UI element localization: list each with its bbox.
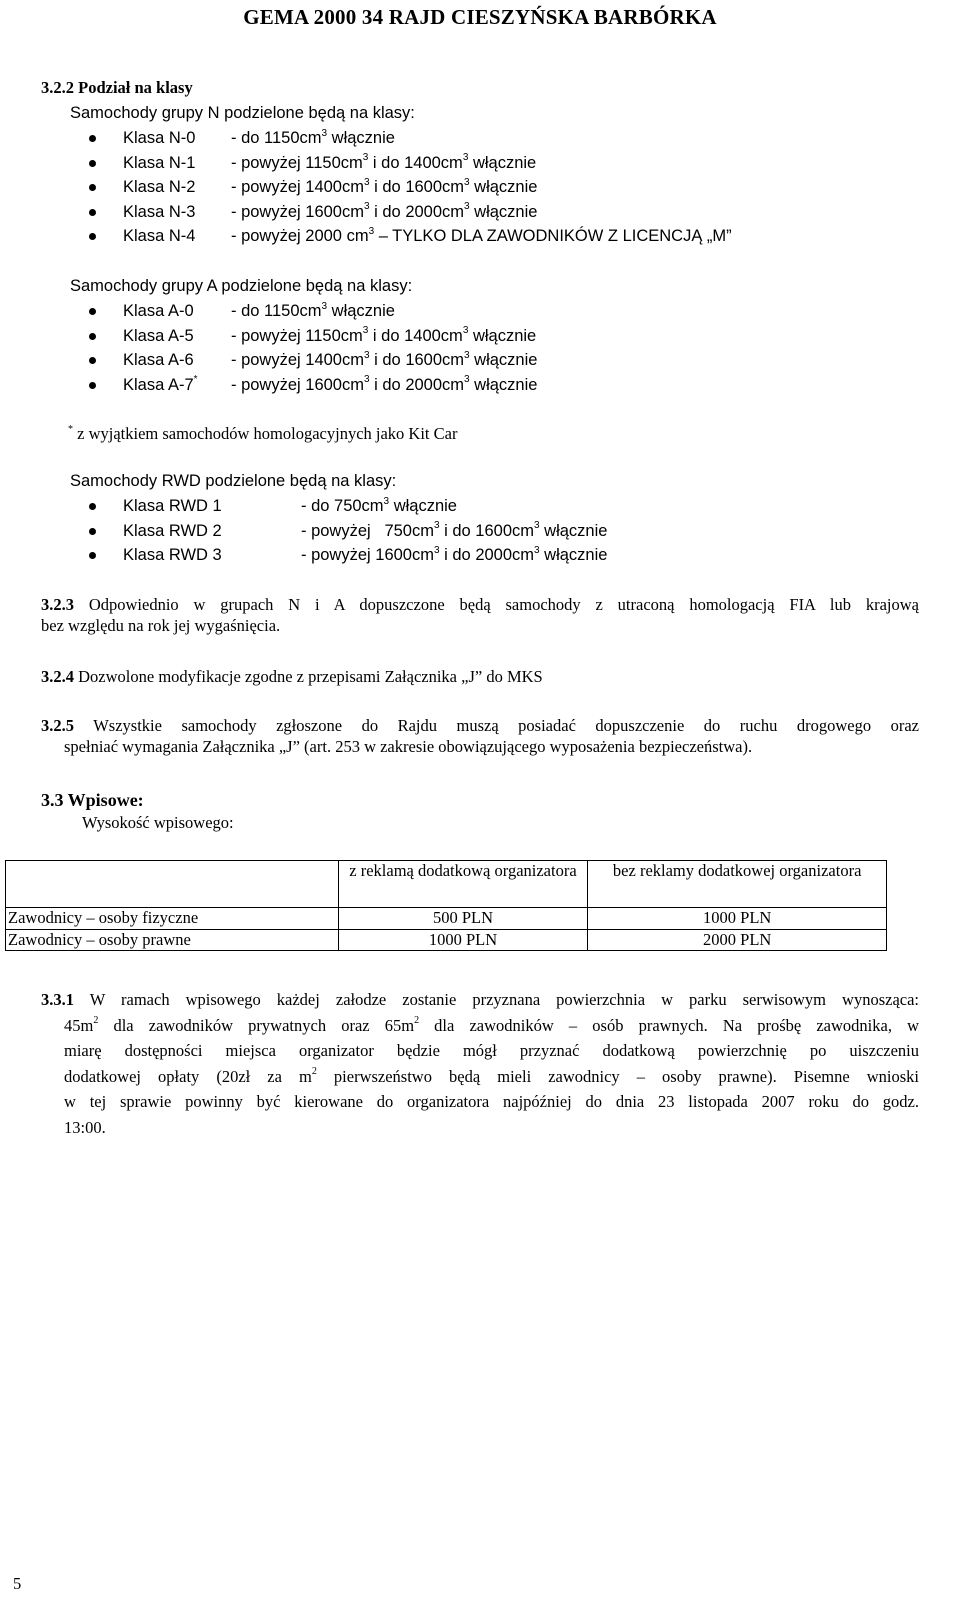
class-range: - do $1150cm^3$ włącznie [231, 300, 395, 320]
group-rwd-intro: Samochody RWD podzielone będą na klasy: [70, 472, 397, 490]
class-range: - powyżej $750cm^3$ i do $1600cm^3$ włącznie [301, 520, 608, 540]
group-a-intro: Samochody grupy A podzielone będą na klasy: [70, 277, 413, 295]
section-3-2-3: 3.2.3 Odpowiednio w grupach N i A dopuszczone będą samochody z utraconą homologacją FIA lub krajową bez względu na rok jej wygaśnięcia. [41, 595, 919, 635]
bullet-icon [89, 333, 96, 340]
section-number: 3.2.5 [41, 716, 74, 735]
section-number: 3.3.1 [41, 990, 74, 1009]
bullet-icon [89, 184, 96, 191]
bullet-icon [89, 135, 96, 142]
table-cell: 1000 PLN [588, 908, 887, 930]
table-cell [6, 861, 339, 908]
class-range: - powyżej $1400cm^3$ i do $1600cm^3$ włącznie [231, 176, 538, 196]
bullet-icon [89, 528, 96, 535]
bullet-icon [89, 209, 96, 216]
class-range: - powyżej $1400cm^3$ i do $1600cm^3$ włącznie [231, 349, 538, 369]
class-range: - powyżej $1150cm^3$ i do $1400cm^3$ włącznie [231, 152, 537, 172]
class-name: Klasa A-7* [123, 374, 198, 394]
table-row [6, 908, 887, 930]
class-name: Klasa N-3 [123, 202, 196, 221]
table-cell: 2000 PLN [588, 929, 887, 951]
class-range: - powyżej $1600cm^3$ i do $2000cm^3$ włącznie [231, 374, 538, 394]
class-range: - powyżej 2000 $cm^3$ – TYLKO DLA ZAWODNIKÓW Z LICENCJĄ „M” [231, 225, 732, 245]
bullet-icon [89, 308, 96, 315]
section-3-2-4: 3.2.4 Dozwolone modyfikacje zgodne z przepisami Załącznika „J” do MKS [41, 667, 543, 686]
table-cell: 1000 PLN [338, 929, 588, 951]
class-range: - powyżej $1150cm^3$ i do $1400cm^3$ włącznie [231, 325, 537, 345]
class-name: Klasa N-2 [123, 178, 196, 196]
class-range: - powyżej $1600cm^3$ i do $2000cm^3$ włącznie [231, 201, 538, 221]
class-name: Klasa N-1 [123, 153, 196, 172]
class-range: - do $750cm^3$ włącznie [301, 495, 457, 515]
class-name: Klasa A-6 [123, 351, 194, 369]
group-n-intro: Samochody grupy N podzielone będą na klasy: [70, 104, 415, 122]
table-cell: 500 PLN [338, 908, 588, 930]
bullet-icon [89, 357, 96, 364]
table-cell: bez reklamy dodatkowej organizatora [588, 861, 887, 908]
table-header-row [6, 861, 887, 908]
page-title: GEMA 2000 34 RAJD CIESZYŃSKA BARBÓRKA [243, 5, 717, 29]
page-number: 5 [13, 1574, 22, 1593]
table-cell: z reklamą dodatkową organizatora [338, 861, 588, 908]
fee-table [5, 860, 887, 951]
class-range: - do $1150cm^3$ włącznie [231, 127, 395, 147]
section-3-3-1: 3.3.1 W ramach wpisowego każdej załodze zostanie przyznana powierzchnia w parku serwisowym wynosząca: $45m^2$ dla zawodników prywatnych oraz $65m^2$ dla zawodników – osób prawnych. Na prośbę zawodnika, w miarę dostępności miejsca organizator będzie mógł przyznać dodatkową powierzchnię po uiszczeniu dodatkowej opłaty (20zł za $m^2$ pierwszeństwo będą mieli zawodnicy – osoby prawne). Pisemne wnioski w tej sprawie powinny być kierowane do organizatora najpóźniej do dnia 23 listopada 2007 roku do godz. 13:00. [41, 990, 920, 1137]
section-3-2-5: 3.2.5 Wszystkie samochody zgłoszone do Rajdu muszą posiadać dopuszczenie do ruchu drogowego oraz spełniać wymagania Załącznika „J” (art. 253 w zakresie obowiązującego wyposażenia bezpieczeństwa). [41, 716, 919, 756]
class-range: - powyżej $1600cm^3$ i do $2000cm^3$ włącznie [301, 544, 608, 564]
class-name: Klasa A-5 [123, 326, 194, 345]
bullet-icon [89, 382, 96, 389]
table-cell: Zawodnicy – osoby prawne [6, 929, 339, 951]
table-cell: Zawodnicy – osoby fizyczne [6, 908, 339, 930]
section-3-2-2-heading: 3.2.2 Podział na klasy [41, 78, 193, 97]
bullet-icon [89, 503, 96, 510]
bullet-icon [89, 233, 96, 240]
bullet-icon [89, 160, 96, 167]
section-3-3-heading: 3.3 Wpisowe: [41, 790, 144, 810]
class-name: Klasa N-4 [123, 227, 196, 245]
class-name: Klasa A-0 [123, 302, 194, 320]
group-a-footnote: * z wyjątkiem samochodów homologacyjnych jako Kit Car [68, 423, 458, 443]
fee-subtitle: Wysokość wpisowego: [82, 813, 234, 832]
class-name: Klasa N-0 [123, 129, 196, 147]
table-row [6, 929, 887, 951]
bullet-icon [89, 552, 96, 559]
class-name: Klasa RWD 3 [123, 546, 222, 564]
section-number: 3.2.3 [41, 595, 74, 614]
section-number: 3.2.4 [41, 667, 74, 686]
class-name: Klasa RWD 1 [123, 497, 222, 515]
class-name: Klasa RWD 2 [123, 521, 222, 540]
